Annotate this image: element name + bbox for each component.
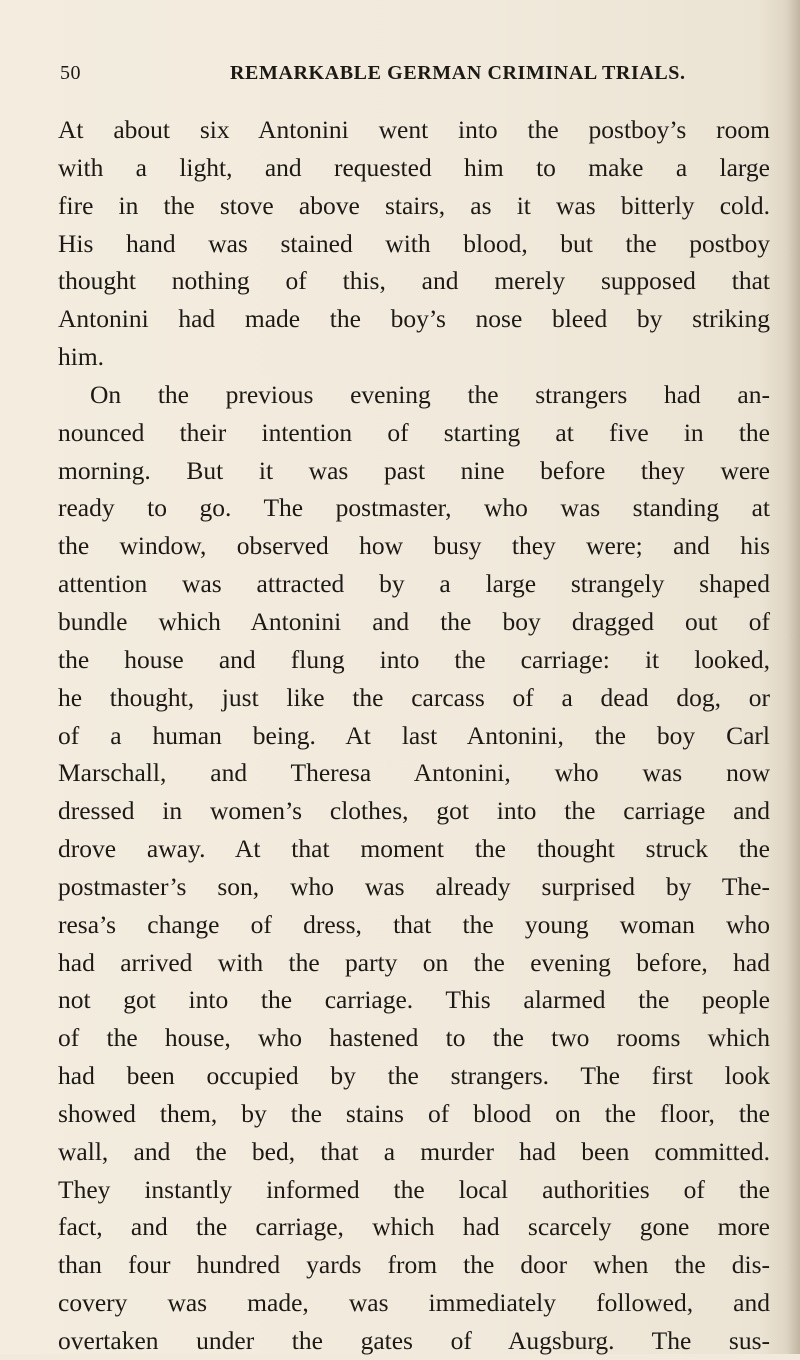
text-line: morning. But it was past nine before they were <box>58 455 770 485</box>
text-line: Antonini had made the boy’s nose bleed by striking <box>58 304 770 334</box>
text-line: the window, observed how busy they were; and his <box>58 531 770 561</box>
text-line: attention was attracted by a large strangely shaped <box>58 569 770 599</box>
text-line: fire in the stove above stairs, as it was bitterly cold. <box>58 190 770 220</box>
paragraph-first-line: On the previous evening the strangers had an- <box>90 379 770 409</box>
text-line: thought nothing of this, and merely supposed that <box>58 266 770 296</box>
text-line: the house and flung into the carriage: it looked, <box>58 644 770 674</box>
text-line: than four hundred yards from the door when the dis- <box>58 1250 770 1280</box>
text-line: nounced their intention of starting at five in the <box>58 417 770 447</box>
text-line: wall, and the bed, that a murder had been committed. <box>58 1136 770 1166</box>
running-title: REMARKABLE GERMAN CRIMINAL TRIALS. <box>230 62 686 84</box>
text-line: Marschall, and Theresa Antonini, who was now <box>58 758 770 788</box>
text-line: showed them, by the stains of blood on the floor, the <box>58 1098 770 1128</box>
text-line: overtaken under the gates of Augsburg. The sus- <box>58 1326 770 1355</box>
text-line: resa’s change of dress, that the young woman who <box>58 909 770 939</box>
body-text <box>58 111 770 1360</box>
text-line: not got into the carriage. This alarmed the people <box>58 985 770 1015</box>
text-line: bundle which Antonini and the boy dragged out of <box>58 606 770 636</box>
text-line: had been occupied by the strangers. The first look <box>58 1061 770 1091</box>
page-edge-shadow <box>786 0 800 1354</box>
text-line: fact, and the carriage, which had scarcely gone more <box>58 1212 770 1242</box>
text-line: covery was made, was immediately followed, and <box>58 1288 770 1318</box>
text-line: him. <box>58 342 105 372</box>
text-line: of a human being. At last Antonini, the boy Carl <box>58 720 770 750</box>
page-number: 50 <box>60 62 81 84</box>
text-line: At about six Antonini went into the postboy’s room <box>58 115 770 144</box>
text-line: His hand was stained with blood, but the postboy <box>58 228 770 258</box>
text-line: drove away. At that moment the thought struck the <box>58 834 770 864</box>
text-line: ready to go. The postmaster, who was standing at <box>58 493 770 523</box>
running-head <box>60 62 686 92</box>
text-line: of the house, who hastened to the two rooms which <box>58 1023 770 1053</box>
text-line: he thought, just like the carcass of a dead dog, or <box>58 682 770 712</box>
text-line: with a light, and requested him to make a large <box>58 152 770 182</box>
text-line: postmaster’s son, who was already surprised by The- <box>58 871 770 901</box>
text-line: dressed in women’s clothes, got into the carriage and <box>58 796 770 826</box>
text-line: had arrived with the party on the evening before, had <box>58 947 770 977</box>
text-line: They instantly informed the local authorities of the <box>58 1174 770 1204</box>
